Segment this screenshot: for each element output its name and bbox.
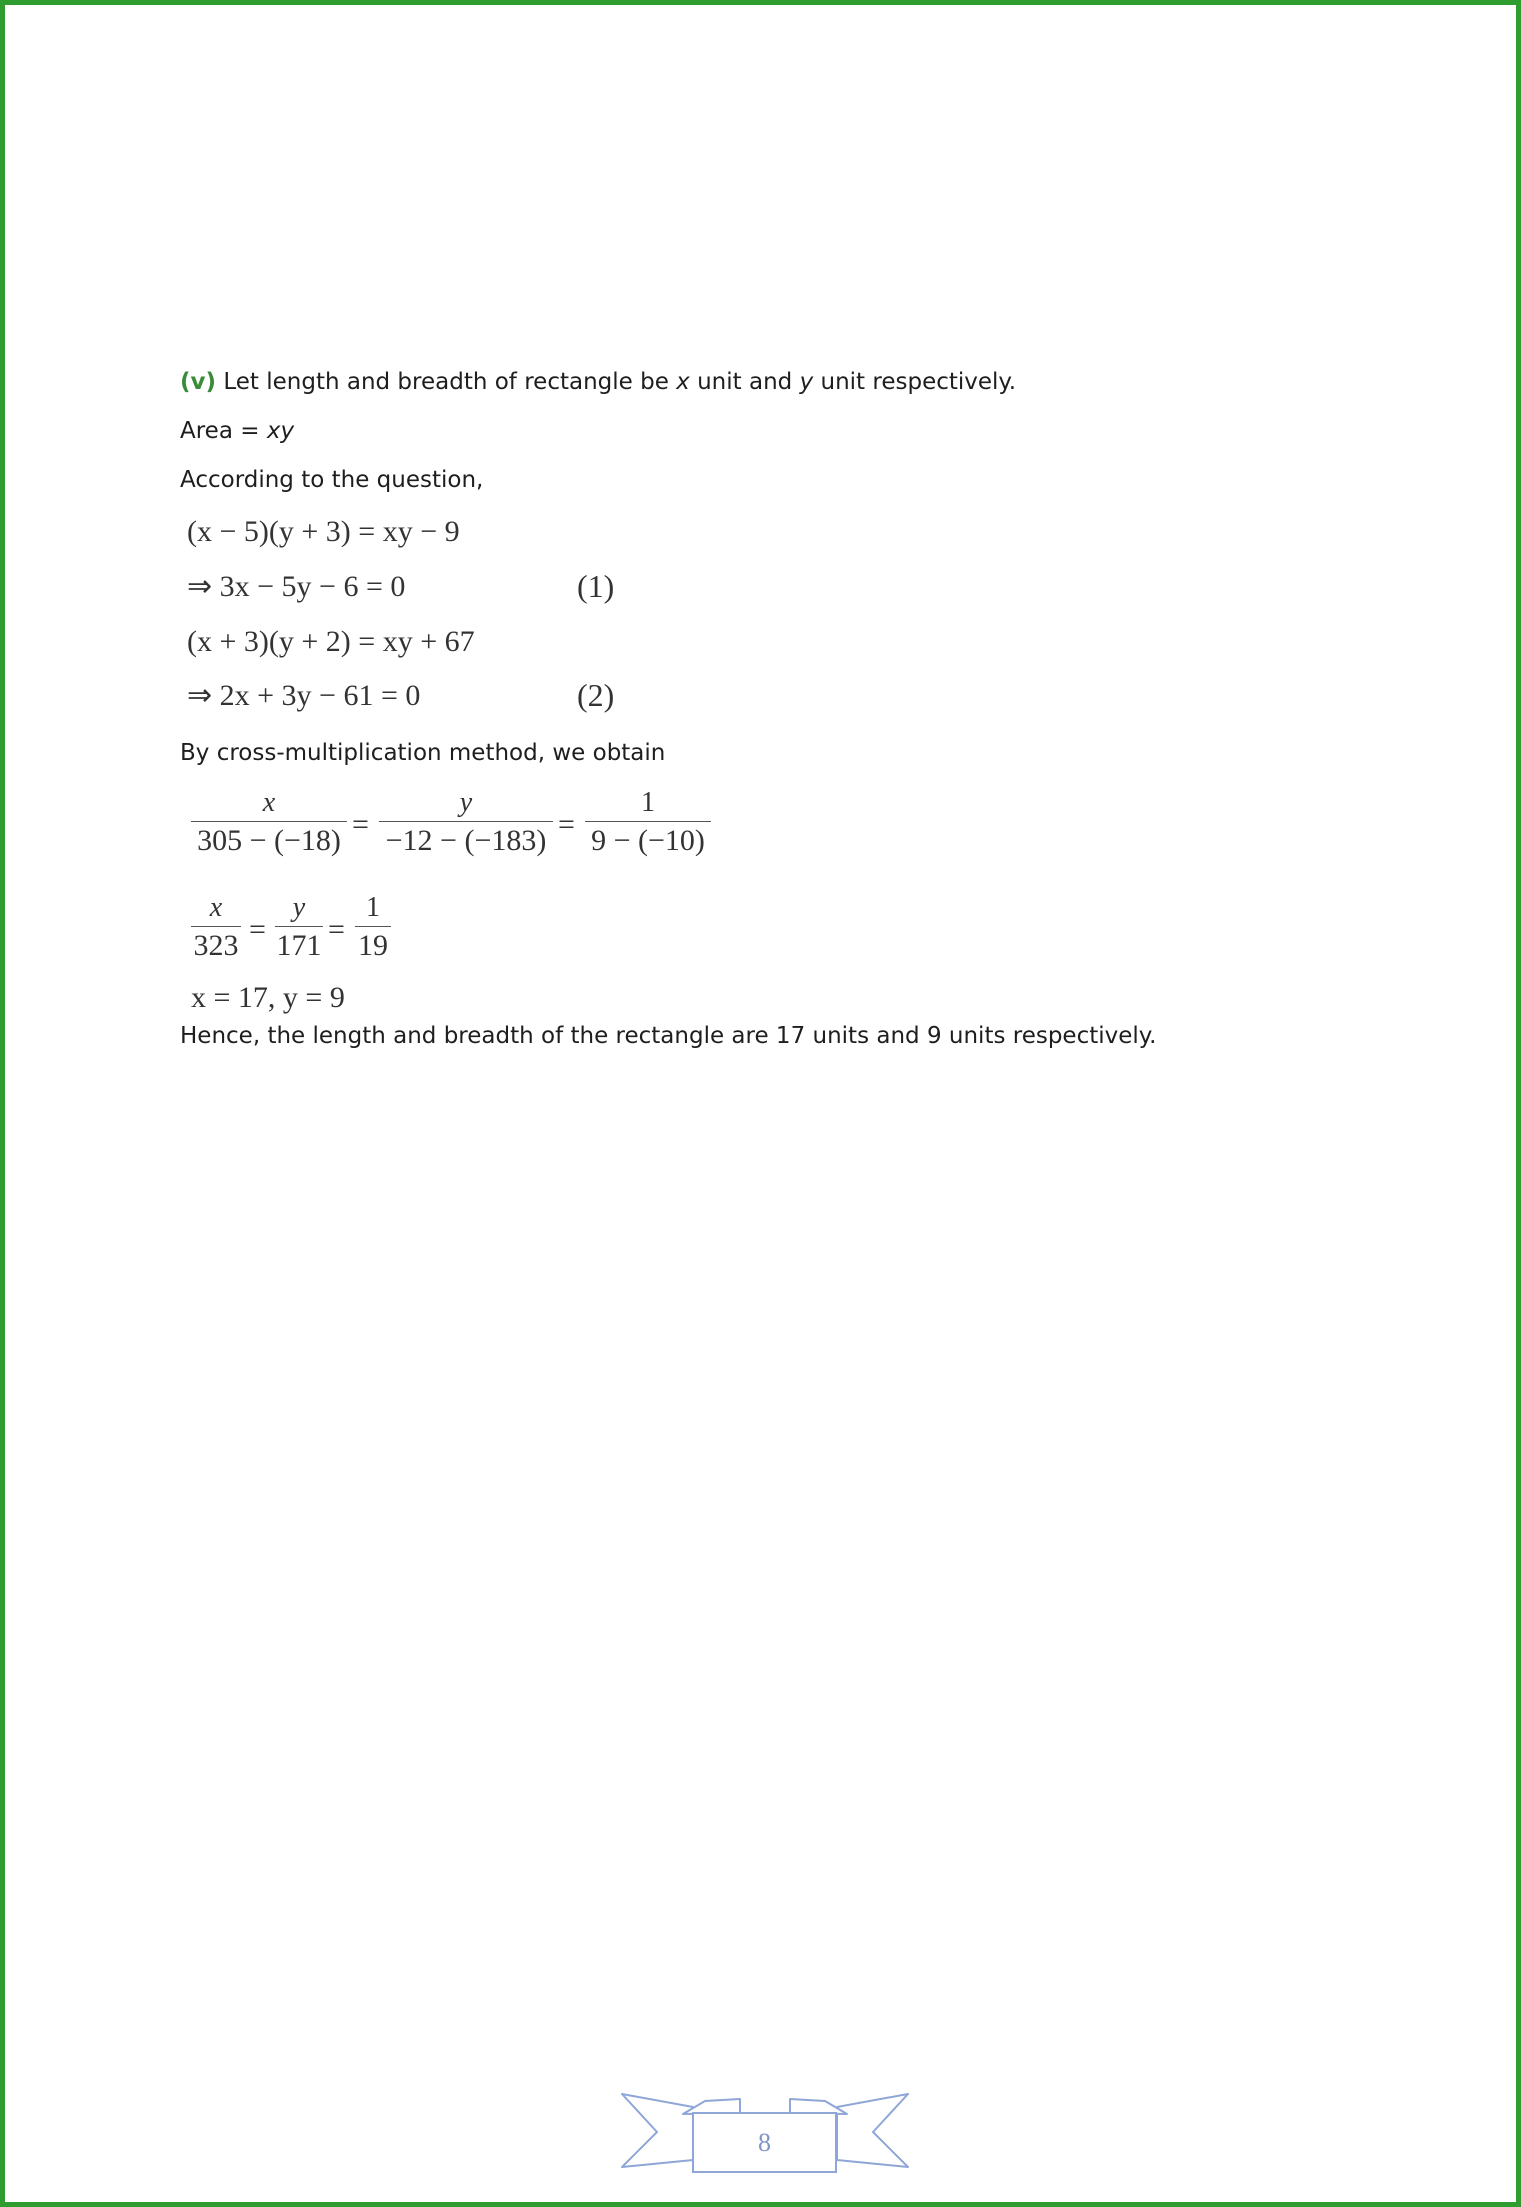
- denominator: 19: [358, 929, 388, 962]
- equals-sign: =: [352, 808, 369, 841]
- equals-sign: =: [328, 913, 345, 946]
- area-line: [180, 420, 294, 443]
- denominator: 9 − (−10): [591, 824, 705, 857]
- equation-2: ⇒ 3x − 5y − 6 = 0: [187, 570, 406, 603]
- numerator: x: [209, 892, 223, 923]
- fraction-one-row2: [355, 894, 391, 961]
- equals-sign: =: [249, 913, 266, 946]
- intro-end: unit respectively.: [813, 369, 1017, 395]
- numerator: x: [262, 787, 276, 818]
- equation-3: (x + 3)(y + 2) = xy + 67: [187, 625, 475, 658]
- equation-4: ⇒ 2x + 3y − 61 = 0: [187, 679, 421, 712]
- denominator: −12 − (−183): [385, 824, 547, 857]
- numerator: 1: [641, 787, 655, 818]
- equation-number-2: (2): [577, 677, 615, 713]
- intro-mid: unit and: [689, 369, 800, 395]
- intro-text: Let length and breadth of rectangle be: [216, 369, 677, 395]
- area-prefix: Area =: [180, 418, 267, 444]
- method-line: By cross-multiplication method, we obtain: [180, 740, 666, 766]
- denominator: 305 − (−18): [197, 824, 341, 857]
- numerator: y: [292, 892, 306, 923]
- equation-1: (x − 5)(y + 3) = xy − 9: [187, 515, 460, 548]
- var-x: x: [676, 369, 690, 395]
- fraction-y-row1: [379, 789, 553, 856]
- denominator: 171: [276, 929, 322, 962]
- page-number: 8: [758, 2127, 771, 2157]
- according-line: According to the question,: [180, 467, 484, 493]
- area-expression: xy: [266, 418, 295, 444]
- denominator: 323: [193, 929, 239, 962]
- problem-statement: [180, 371, 1016, 394]
- var-y: y: [799, 369, 814, 395]
- conclusion-line: Hence, the length and breadth of the rectangle are 17 units and 9 units respectively.: [180, 1023, 1157, 1049]
- equation-number-1: (1): [577, 568, 615, 604]
- numerator: 1: [366, 892, 380, 923]
- fraction-one-row1: [585, 789, 711, 856]
- solution-line: x = 17, y = 9: [191, 981, 345, 1014]
- fraction-y-row2: [275, 894, 323, 961]
- fraction-x-row1: [191, 789, 347, 856]
- fraction-x-row2: [191, 894, 241, 961]
- numerator: y: [459, 787, 473, 818]
- equals-sign: =: [558, 808, 575, 841]
- part-label: (v): [180, 369, 217, 395]
